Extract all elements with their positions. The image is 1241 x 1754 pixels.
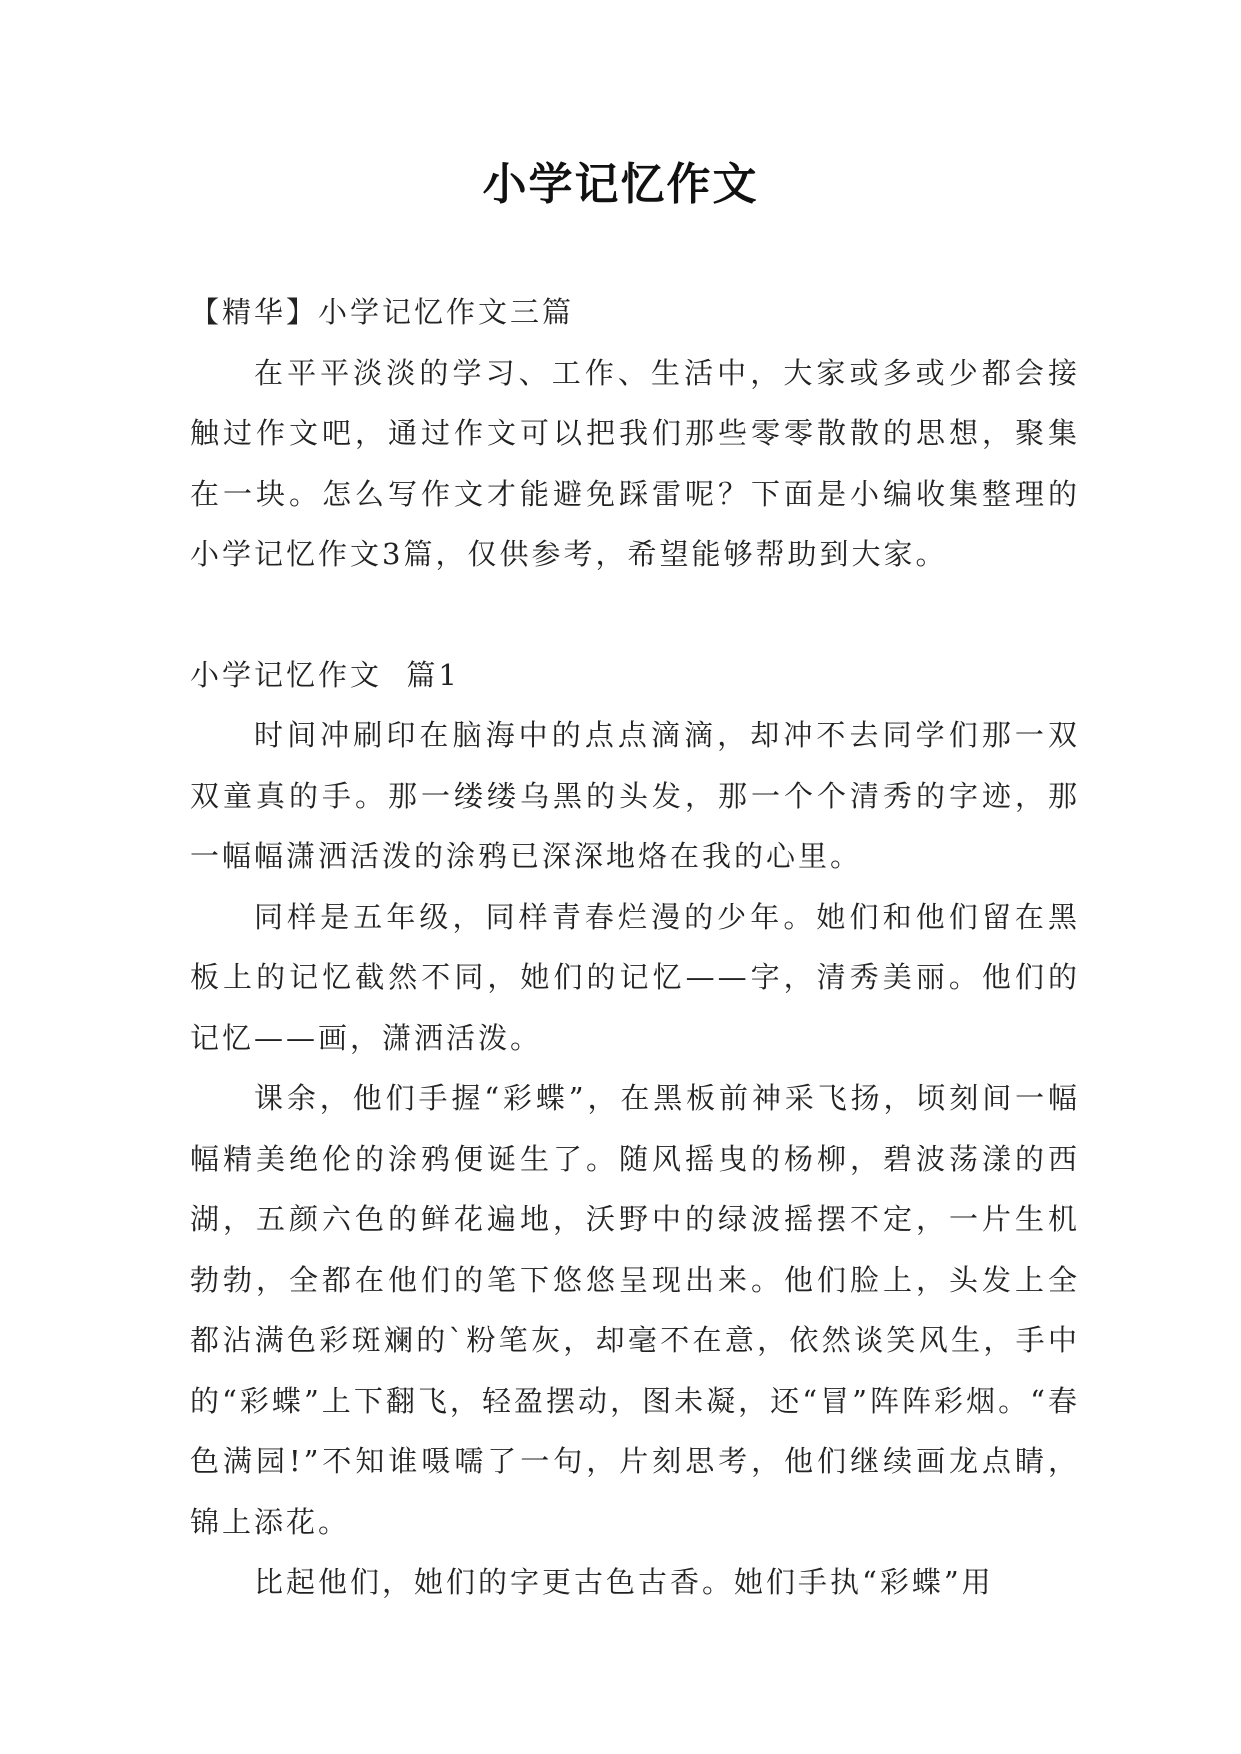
body-paragraph: 时间冲刷印在脑海中的点点滴滴，却冲不去同学们那一双双童真的手。那一缕缕乌黑的头发，那一个个清秀的字迹，那一幅幅潇洒活泼的涂鸦已深深地烙在我的心里。 <box>190 718 1080 873</box>
section-spacer <box>190 585 1080 645</box>
body-paragraph: 课余，他们手握“彩蝶”，在黑板前神采飞扬，顷刻间一幅幅精美绝伦的涂鸦便诞生了。随风摇曳的杨柳，碧波荡漾的西湖，五颜六色的鲜花遍地，沃野中的绿波摇摆不定，一片生机勃勃，全都在他们的笔下悠悠呈现出来。他们脸上，头发上全都沾满色彩斑斓的`粉笔灰，却毫不在意，依然谈笑风生，手中的“彩蝶”上下翻飞，轻盈摆动，图未凝，还“冒”阵阵彩烟。“春色满园!”不知谁嗫嚅了一句，片刻思考，他们继续画龙点睛，锦上添花。 <box>190 1081 1080 1539</box>
document-subtitle: 【精华】小学记忆作文三篇 <box>190 295 575 329</box>
body-paragraph: 同样是五年级，同样青春烂漫的少年。她们和他们留在黑板上的记忆截然不同，她们的记忆——字，清秀美丽。他们的记忆——画，潇洒活泼。 <box>190 899 1080 1055</box>
body-paragraph: 比起他们，她们的字更古色古香。她们手执“彩蝶”用 <box>254 1565 994 1599</box>
document-title: 小学记忆作文 <box>482 159 759 210</box>
document-body <box>190 282 1080 1613</box>
intro-paragraph: 在平平淡淡的学习、工作、生活中，大家或多或少都会接触过作文吧，通过作文可以把我们那些零零散散的思想，聚集在一块。怎么写作文才能避免踩雷呢？下面是小编收集整理的小学记忆作文3篇，仅供参考，希望能够帮助到大家。 <box>190 355 1080 571</box>
section-heading: 小学记忆作文 篇1 <box>190 657 460 692</box>
